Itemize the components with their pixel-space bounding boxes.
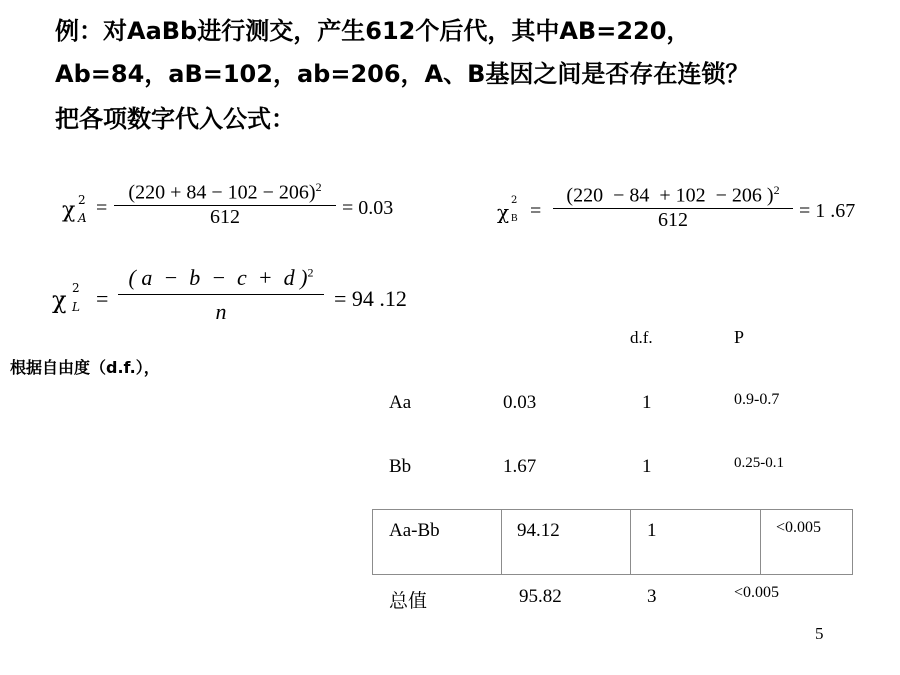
problem-line-1: 例：对AaBb进行测交，产生612个后代，其中AB=220，: [55, 17, 691, 45]
equals-sign: =: [96, 197, 108, 219]
fraction: [118, 265, 324, 325]
fraction-bar: [118, 294, 324, 295]
problem-line-2: Ab=84，aB=102，ab=206，A、B基因之间是否存在连锁？: [55, 60, 750, 88]
numerator: ( a − b − c + d )$^2$: [128, 265, 314, 290]
equals-sign: =: [96, 286, 109, 311]
chi-symbol: χ: [52, 286, 67, 314]
row-aabb-label: Aa-Bb: [389, 520, 440, 541]
row-aa-df: 1: [642, 392, 652, 413]
row-bb-chi: 1.67: [503, 456, 537, 477]
row-bb-p: 0.25-0.1: [734, 455, 784, 471]
row-total-label: 总值: [389, 590, 428, 612]
box-divider: [501, 509, 502, 574]
chi-subscript: A: [78, 211, 87, 225]
row-aa-chi: 0.03: [503, 392, 537, 413]
row-bb-df: 1: [642, 456, 652, 477]
chi-subscript: L: [72, 300, 80, 314]
chi-superscript: 2: [511, 195, 518, 206]
row-bb-label: Bb: [389, 456, 412, 477]
fraction: [114, 180, 336, 229]
result: = 0.03: [342, 197, 394, 219]
numerator: $(220 + 84 - 102 - 206)^2$: [128, 180, 322, 204]
chi-superscript: 2: [78, 193, 86, 207]
chi-symbol: χ: [62, 198, 76, 223]
chi-superscript: 2: [72, 281, 80, 295]
numerator: (220 − 84 + 102 − 206 )$^2$: [566, 183, 780, 207]
denominator: 612: [210, 205, 240, 228]
fraction: [553, 183, 793, 232]
box-divider: [630, 509, 631, 574]
header-p: P: [734, 327, 745, 347]
df-note: 根据自由度（d.f.），: [10, 358, 160, 377]
chi-subscript: B: [511, 213, 518, 224]
row-aabb-chi: 94.12: [517, 520, 560, 541]
denominator: 612: [658, 208, 688, 231]
page-number: 5: [815, 624, 824, 643]
box-divider: [760, 509, 761, 574]
equals-sign: =: [530, 200, 542, 222]
instruction-heading: 把各项数字代入公式：: [55, 105, 295, 133]
row-aa-label: Aa: [389, 392, 412, 413]
row-total-p: <0.005: [734, 584, 780, 601]
denominator: n: [215, 299, 227, 324]
result: = 94 .12: [334, 286, 407, 311]
row-aabb-p: <0.005: [776, 519, 822, 536]
row-total-chi: 95.82: [519, 586, 562, 607]
row-total-df: 3: [647, 586, 657, 607]
header-df: d.f.: [630, 328, 653, 347]
result: = 1 .67: [799, 200, 856, 222]
row-aa-p: 0.9-0.7: [734, 391, 780, 408]
chi-symbol: χ: [497, 200, 510, 224]
row-aabb-df: 1: [647, 520, 657, 541]
problem-statement: [55, 10, 885, 96]
